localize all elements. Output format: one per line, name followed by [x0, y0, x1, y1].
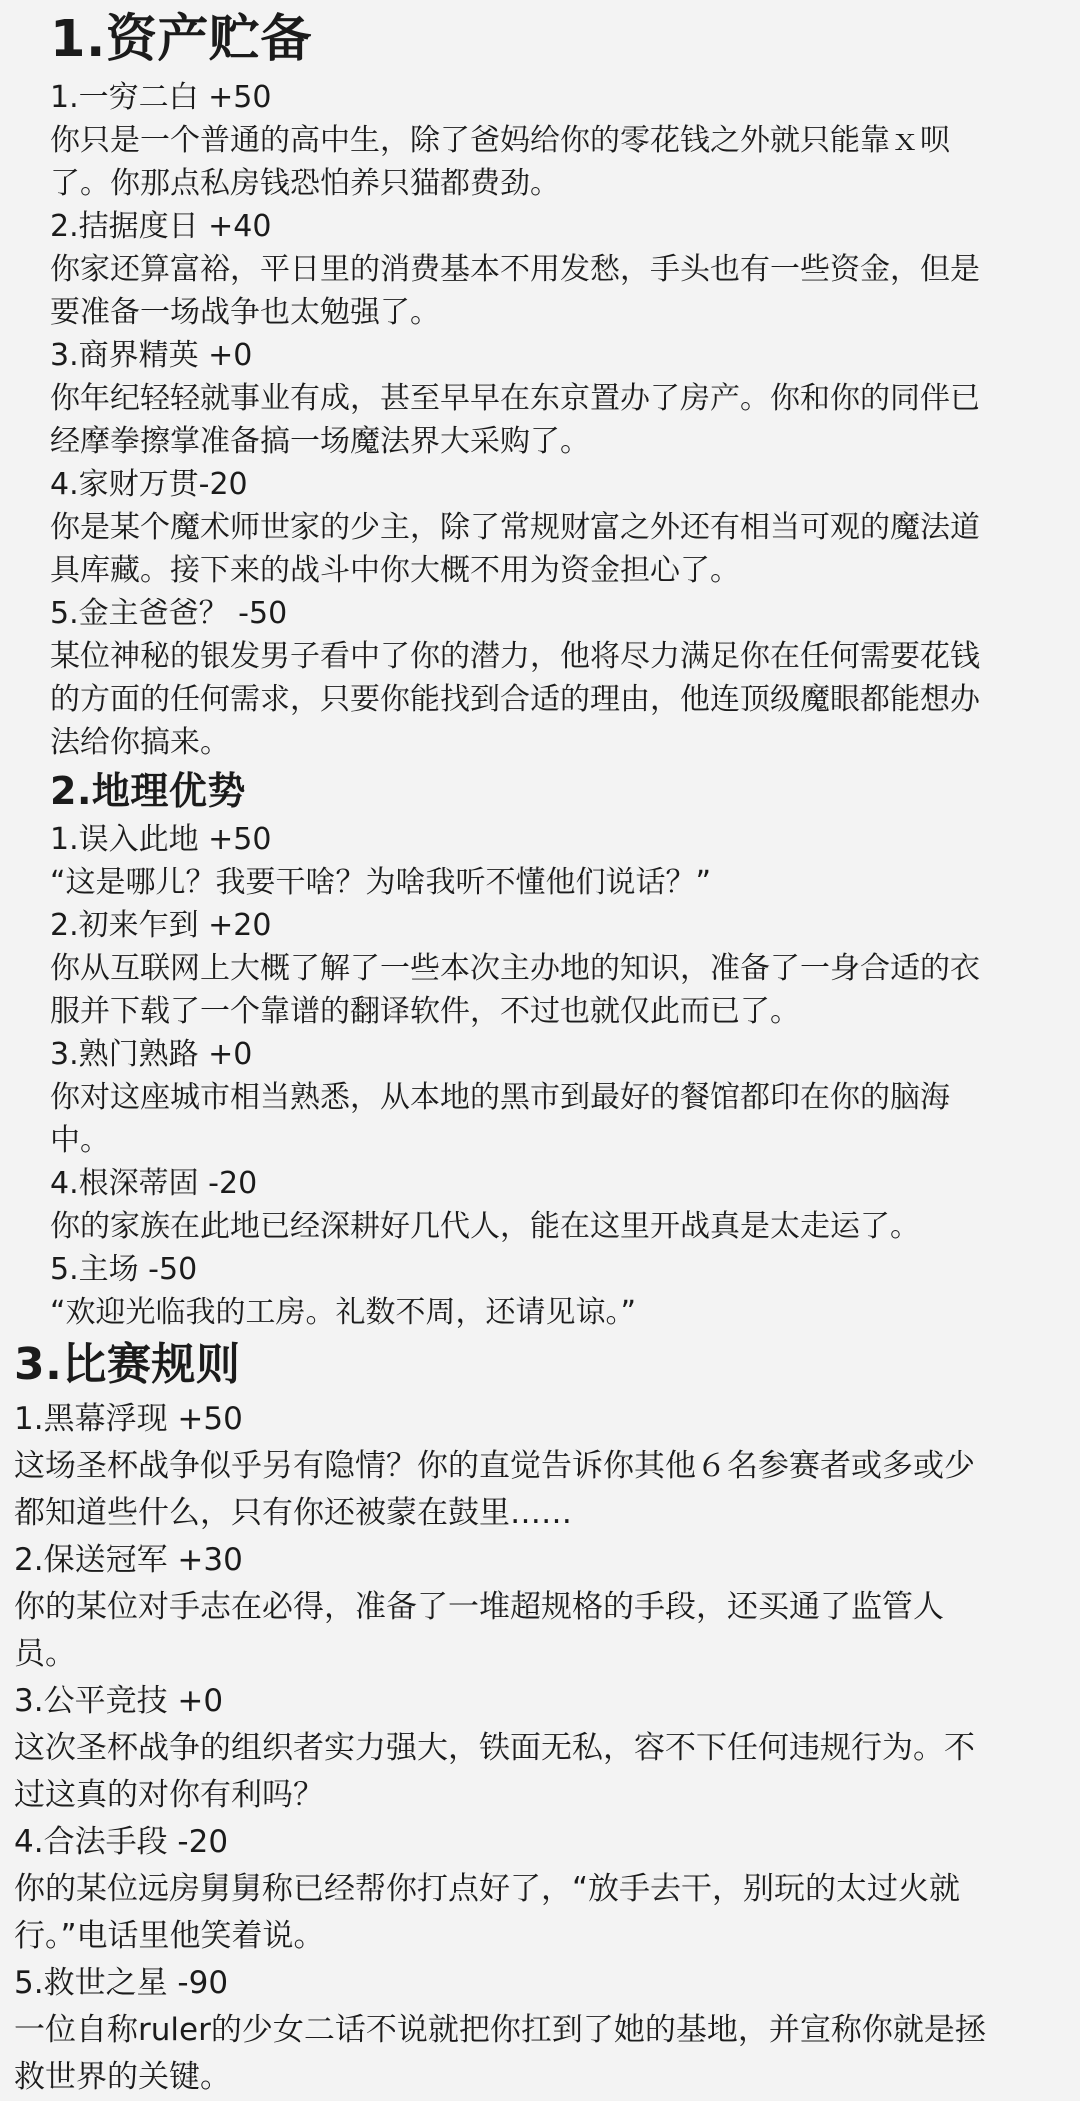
option-label: 4.合法手段 -20	[14, 1824, 229, 1860]
option-label: 4.根深蒂固 -20	[50, 1166, 258, 1201]
option-item	[14, 1396, 1066, 1537]
option-desc-line: 的方面的任何需求，只要你能找到合适的理由，他连顶级魔眼都能想办	[50, 682, 980, 717]
option-desc-line: 中。	[50, 1123, 110, 1158]
option-label: 3.熟门熟路 +0	[50, 1037, 253, 1072]
option-desc-line: 你年纪轻轻就事业有成，甚至早早在东京置办了房产。你和你的同伴已	[50, 381, 980, 416]
option-label: 5.主场 -50	[50, 1252, 198, 1287]
option-desc-line: 这场圣杯战争似乎另有隐情？你的直觉告诉你其他６名参赛者或多或少	[14, 1448, 975, 1484]
option-desc-line: 你的某位对手志在必得，准备了一堆超规格的手段，还买通了监管人	[14, 1589, 944, 1625]
option-desc-line: 你的家族在此地已经深耕好几代人，能在这里开战真是太走运了。	[50, 1209, 920, 1244]
option-label: 1.一穷二白 +50	[50, 80, 272, 115]
option-item	[14, 1537, 1066, 1678]
option-label: 3.公平竞技 +0	[14, 1683, 224, 1719]
option-label: 2.拮据度日 +40	[50, 209, 272, 244]
option-label: 1.误入此地 +50	[50, 822, 272, 857]
option-desc-line: 你只是一个普通的高中生，除了爸妈给你的零花钱之外就只能靠ｘ呗	[50, 123, 950, 158]
option-item	[50, 205, 1056, 334]
option-desc-line: 员。	[14, 1636, 76, 1672]
option-item	[14, 1960, 1066, 2101]
option-label: 2.初来乍到 +20	[50, 908, 272, 943]
option-desc-line: 法给你搞来。	[50, 725, 230, 760]
option-desc-line: 你是某个魔术师世家的少主，除了常规财富之外还有相当可观的魔法道	[50, 510, 980, 545]
option-desc-line: “这是哪儿？我要干啥？为啥我听不懂他们说话？”	[50, 865, 712, 900]
option-desc-line: 你家还算富裕，平日里的消费基本不用发愁，手头也有一些资金，但是	[50, 252, 980, 287]
option-item	[50, 592, 1056, 764]
option-desc-line: 过这真的对你有利吗？	[14, 1777, 324, 1813]
section-title: 1.资产贮备	[50, 10, 312, 69]
option-item	[50, 1033, 1056, 1162]
option-item	[50, 904, 1056, 1033]
option-label: 4.家财万贯-20	[50, 467, 248, 502]
option-item	[50, 1248, 1056, 1334]
option-desc-line: 服并下载了一个靠谱的翻译软件，不过也就仅此而已了。	[50, 994, 800, 1029]
option-desc-line: 这次圣杯战争的组织者实力强大，铁面无私，容不下任何违规行为。不	[14, 1730, 975, 1766]
option-desc-line: 某位神秘的银发男子看中了你的潜力，他将尽力满足你在任何需要花钱	[50, 639, 980, 674]
option-item	[50, 463, 1056, 592]
option-desc-line: 具库藏。接下来的战斗中你大概不用为资金担心了。	[50, 553, 740, 588]
option-label: 5.金主爸爸？ -50	[50, 596, 288, 631]
option-desc-line: 都知道些什么，只有你还被蒙在鼓里……	[14, 1495, 572, 1531]
option-label: 1.黑幕浮现 +50	[14, 1401, 243, 1437]
option-item	[50, 818, 1056, 904]
option-item	[14, 1678, 1066, 1819]
option-desc-line: “欢迎光临我的工房。礼数不周，还请见谅。”	[50, 1295, 637, 1330]
option-desc-line: 你对这座城市相当熟悉，从本地的黑市到最好的餐馆都印在你的脑海	[50, 1080, 950, 1115]
option-item	[50, 334, 1056, 463]
option-label: 3.商界精英 +0	[50, 338, 253, 373]
option-item	[50, 1162, 1056, 1248]
section-match-rules	[0, 1334, 1080, 2101]
section-asset-reserve	[0, 4, 1080, 764]
option-desc-line: 你的某位远房舅舅称已经帮你打点好了，“放手去干，别玩的太过火就	[14, 1871, 961, 1907]
option-desc-line: 救世界的关键。	[14, 2059, 231, 2095]
option-item	[50, 76, 1056, 205]
option-desc-line: 一位自称ruler的少女二话不说就把你扛到了她的基地，并宣称你就是拯	[14, 2012, 986, 2048]
option-label: 2.保送冠军 +30	[14, 1542, 243, 1578]
section-title: 3.比赛规则	[14, 1339, 241, 1390]
option-desc-line: 经摩拳擦掌准备搞一场魔法界大采购了。	[50, 424, 590, 459]
option-desc-line: 你从互联网上大概了解了一些本次主办地的知识，准备了一身合适的衣	[50, 951, 980, 986]
option-item	[14, 1819, 1066, 1960]
option-desc-line: 了。你那点私房钱恐怕养只猫都费劲。	[50, 166, 560, 201]
option-desc-line: 行。”电话里他笑着说。	[14, 1918, 325, 1954]
section-geographic-advantage	[0, 764, 1080, 1334]
option-label: 5.救世之星 -90	[14, 1965, 229, 2001]
section-title: 2.地理优势	[50, 769, 246, 813]
option-desc-line: 要准备一场战争也太勉强了。	[50, 295, 440, 330]
